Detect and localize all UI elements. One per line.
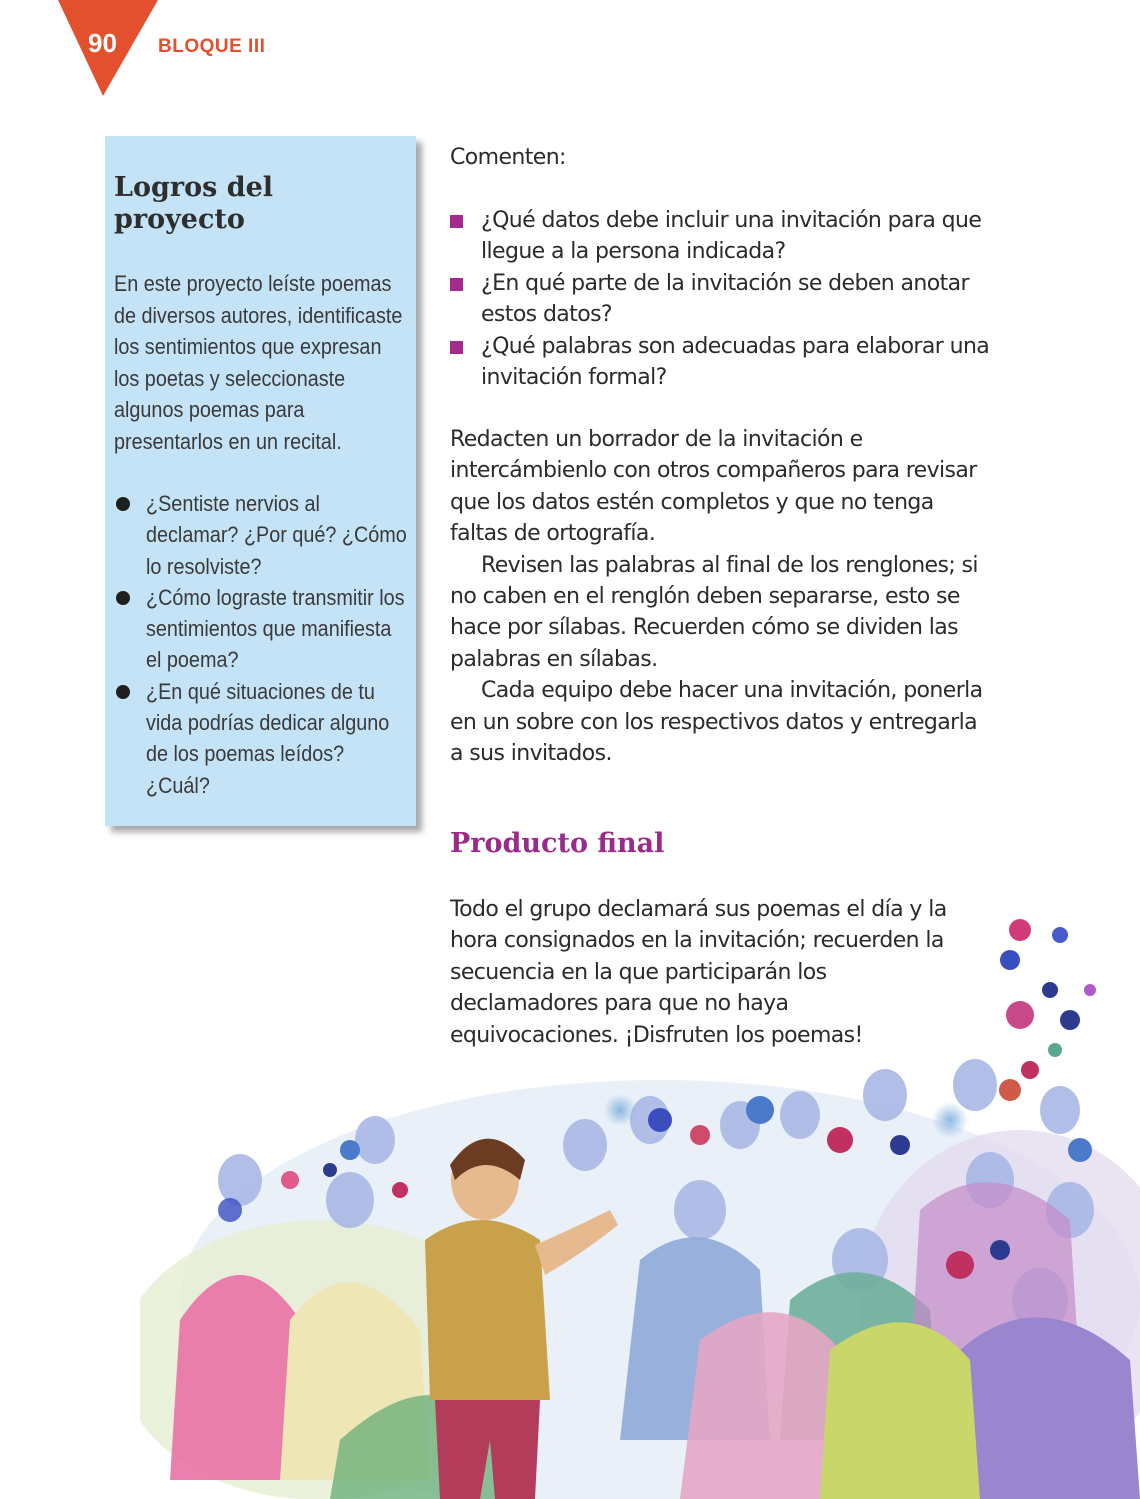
list-item: ¿Qué datos debe incluir una invitación para que llegue a la persona indicada? [450,205,990,268]
logros-title: Logros del proyecto [114,172,274,235]
list-item: ¿Cómo lograste transmitir los sentimientos que manifiesta el poema? [114,582,410,676]
list-item: ¿Sentiste nervios al declamar? ¿Por qué? ¿Cómo lo resolviste? [114,488,410,582]
bullet-icon [116,497,130,511]
list-item: ¿En qué parte de la invitación se deben anotar estos datos? [450,268,990,331]
page-number: 90 [88,28,117,58]
bullet-icon [116,591,130,605]
comenten-question-list [450,205,990,393]
list-item: ¿En qué situaciones de tu vida podrías dedicar alguno de los poemas leídos? ¿Cuál? [114,676,410,801]
audience-illustration [140,880,1140,1499]
instructions-block [450,424,990,769]
square-bullet-icon [450,341,463,354]
section-label: BLOQUE III [158,36,266,57]
producto-final-text: Todo el grupo declamará sus poemas el día y la hora consignados en la invitación; recuerden la secuencia en la que participarán los declamadores para que no haya equivocaciones. ¡Disfruten los poemas! [450,897,947,1048]
producto-final-heading: Producto final [450,828,665,859]
logros-question-list [114,488,410,801]
instructions-paragraph-2: Revisen las palabras al final de los renglones; si no caben en el renglón deben separarse, esto se hace por sílabas. Recuerden cómo se dividen las palabras en sílabas. [450,552,978,672]
square-bullet-icon [450,278,463,291]
instructions-paragraph-1: Redacten un borrador de la invitación e intercámbienlo con otros compañeros para revisar que los datos estén completos y que no tenga faltas de ortografía. [450,427,977,547]
instructions-paragraph-3: Cada equipo debe hacer una invitación, ponerla en un sobre con los respectivos datos y entregarla a sus invitados. [450,678,983,767]
logros-intro: En este proyecto leíste poemas de diversos autores, identificaste los sentimientos que expresan los poetas y seleccionaste algunos poemas para presentarlos en un recital. [114,271,403,454]
comenten-label: Comenten: [450,145,566,170]
bullet-icon [116,685,130,699]
square-bullet-icon [450,215,463,228]
list-item: ¿Qué palabras son adecuadas para elaborar una invitación formal? [450,331,990,394]
